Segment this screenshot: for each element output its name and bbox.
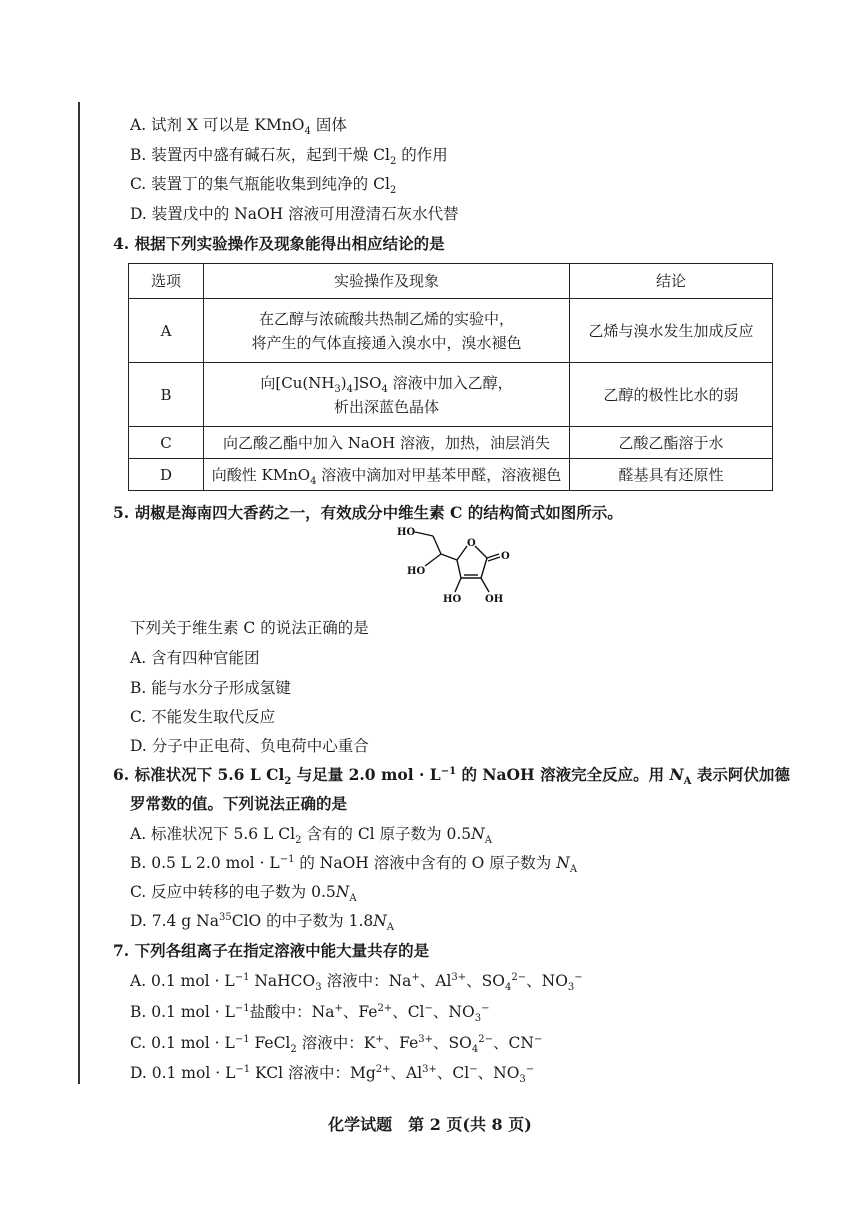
q5-option-a: A. 含有四种官能团: [130, 649, 260, 667]
q5-question: 下列关于维生素 C 的说法正确的是: [130, 619, 369, 637]
vitamin-c-structure: [395, 522, 525, 608]
q5-option-d: D. 分子中正电荷、负电荷中心重合: [130, 737, 369, 755]
q3-option-b: B. 装置丙中盛有碱石灰，起到干燥 $Cl_2$ 的作用: [130, 146, 448, 168]
label-oh-bottom-right: OH: [485, 594, 504, 605]
q5-stem: 5. 胡椒是海南四大香药之一，有效成分中维生素 C 的结构简式如图所示。: [113, 503, 623, 522]
row-conclusion: 乙烯与溴水发生加成反应: [570, 299, 773, 363]
table-row: [129, 459, 773, 491]
header-conclusion: 结论: [570, 264, 773, 299]
q6-option-b: B. 0.5 L 2.0 mol · $L^{-1}$ 的 NaOH 溶液中含有的 O 原子数为 $N_A$: [130, 853, 578, 876]
row-conclusion: 乙醇的极性比水的弱: [570, 363, 773, 427]
label-o-carbonyl: O: [501, 551, 510, 562]
q5-option-b: B. 能与水分子形成氢键: [130, 679, 291, 697]
row-operation: 在乙醇与浓硫酸共热制乙烯的实验中， 将产生的气体直接通入溴水中，溴水褪色: [204, 299, 570, 363]
q6-option-a: A. 标准状况下 5.6 L $Cl_2$ 含有的 Cl 原子数为 $0.5N_A$: [130, 825, 492, 847]
label-oh-bottom-left: HO: [443, 594, 462, 605]
header-option: 选项: [129, 264, 204, 299]
row-operation: 向酸性 KMnO$_4$ 溶液中滴加对甲基苯甲醛，溶液褪色: [204, 459, 570, 491]
q7-option-d: D. 0.1 mol · $L^{-1}$ KCl 溶液中：$Mg^{2+}$、$Al^{3+}$、Cl−、$NO_3^-$: [130, 1063, 535, 1086]
q7-stem: 7. 下列各组离子在指定溶液中能大量共存的是: [113, 941, 430, 960]
row-option: D: [129, 459, 204, 491]
page-footer: 化学试题 第 2 页(共 8 页): [328, 1115, 532, 1134]
q7-option-c: C. 0.1 mol · $L^{-1}$ FeCl$_2$ 溶液中：K+、$Fe^{3+}$、$SO_4^{2-}$、CN−: [130, 1033, 543, 1056]
row-operation: 向$[Cu(NH_3)_4]SO_4$ 溶液中加入乙醇， 析出深蓝色晶体: [204, 363, 570, 427]
row-option: C: [129, 427, 204, 459]
q5-option-c: C. 不能发生取代反应: [130, 708, 276, 726]
q6-stem-line2: 罗常数的值。下列说法正确的是: [130, 794, 348, 813]
q3-option-d: D. 装置戊中的 NaOH 溶液可用澄清石灰水代替: [130, 205, 459, 223]
label-o-ring: O: [467, 538, 476, 549]
q3-option-c: C. 装置丁的集气瓶能收集到纯净的 $Cl_2$: [130, 175, 397, 197]
label-ho-top: HO: [397, 527, 416, 538]
row-option: A: [129, 299, 204, 363]
table-row: [129, 427, 773, 459]
header-operation: 实验操作及现象: [204, 264, 570, 299]
q3-option-a: A. 试剂 X 可以是 KMnO$_4$ 固体: [130, 116, 347, 138]
margin-line: [78, 102, 80, 1084]
row-option: B: [129, 363, 204, 427]
q6-option-d: D. 7.4 g Na$^{35}$ClO 的中子数为 $1.8N_A$: [130, 911, 395, 934]
row-operation: 向乙酸乙酯中加入 NaOH 溶液，加热，油层消失: [204, 427, 570, 459]
q6-stem-line1: 6. 标准状况下 5.6 L $Cl_2$ 与足量 2.0 mol · $L^{-1}$ 的 NaOH 溶液完全反应。用 $N_A$ 表示阿伏加德: [113, 765, 790, 788]
row-conclusion: 醛基具有还原性: [570, 459, 773, 491]
table-row: [129, 363, 773, 427]
q7-option-b: B. 0.1 mol · $L^{-1}$盐酸中：Na+、$Fe^{2+}$、Cl−、$NO_3^-$: [130, 1002, 490, 1025]
q7-option-a: A. 0.1 mol · $L^{-1}$ NaHCO$_3$ 溶液中：Na+、$Al^{3+}$、$SO_4^{2-}$、$NO_3^-$: [130, 971, 583, 994]
q4-stem: 4. 根据下列实验操作及现象能得出相应结论的是: [113, 234, 445, 253]
row-conclusion: 乙酸乙酯溶于水: [570, 427, 773, 459]
table-row: [129, 299, 773, 363]
table-header-row: [129, 264, 773, 299]
experiment-table: [128, 263, 773, 491]
q6-option-c: C. 反应中转移的电子数为 $0.5N_A$: [130, 883, 357, 905]
label-ho-left: HO: [407, 566, 426, 577]
